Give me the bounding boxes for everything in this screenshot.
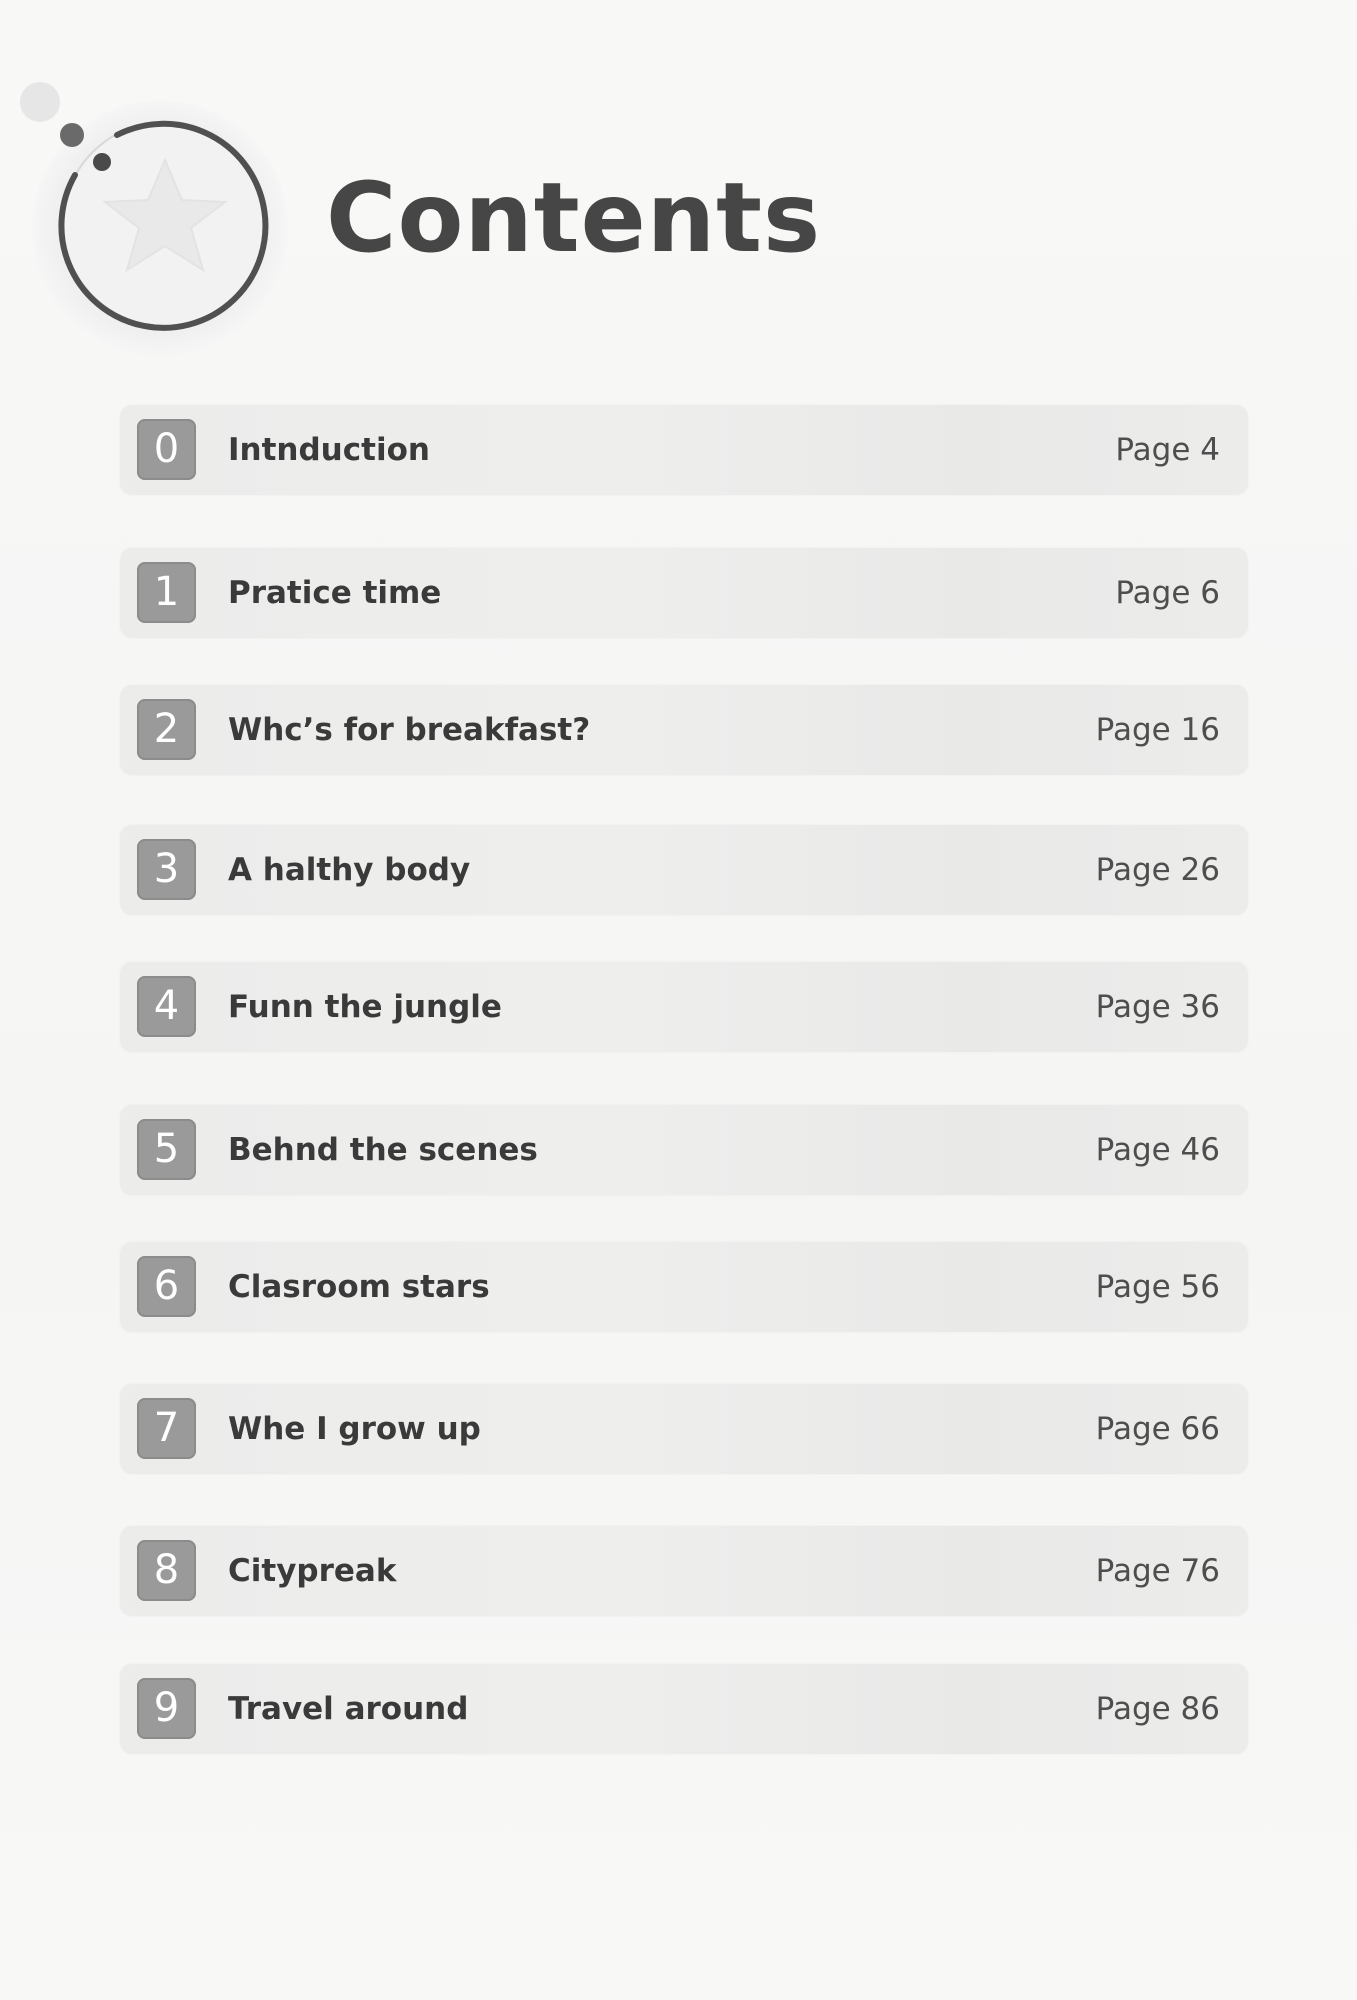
unit-title: Travel around [228, 1691, 469, 1727]
page-number: Page 76 [1095, 1553, 1220, 1589]
page-number: Page 66 [1095, 1411, 1220, 1447]
unit-number-badge: 6 [137, 1256, 196, 1317]
unit-title: Whe I grow up [228, 1411, 481, 1447]
unit-title: Behnd the scenes [228, 1132, 538, 1168]
page-number: Page 6 [1115, 575, 1220, 611]
unit-title: Whc’s for breakfast? [228, 712, 591, 748]
unit-number-badge: 5 [137, 1119, 196, 1180]
unit-title: Pratice time [228, 575, 442, 611]
page-number: Page 36 [1095, 989, 1220, 1025]
page-number: Page 46 [1095, 1132, 1220, 1168]
toc-row[interactable] [120, 548, 1248, 638]
page-number: Page 86 [1095, 1691, 1220, 1727]
unit-number-badge: 3 [137, 839, 196, 900]
toc-row[interactable] [120, 1105, 1248, 1195]
unit-title: Clasroom stars [228, 1269, 490, 1305]
page-number: Page 26 [1095, 852, 1220, 888]
unit-number-badge: 4 [137, 976, 196, 1037]
toc-row[interactable] [120, 962, 1248, 1052]
unit-number-badge: 8 [137, 1540, 196, 1601]
toc-row[interactable] [120, 1242, 1248, 1332]
unit-number-badge: 2 [137, 699, 196, 760]
star-orbit-icon [20, 80, 300, 380]
page-number: Page 56 [1095, 1269, 1220, 1305]
unit-number-badge: 1 [137, 562, 196, 623]
unit-title: A halthy body [228, 852, 471, 888]
page-title: Contents [326, 162, 822, 274]
unit-number-badge: 9 [137, 1678, 196, 1739]
page-number: Page 4 [1115, 432, 1220, 468]
toc-row[interactable] [120, 405, 1248, 495]
unit-number-badge: 7 [137, 1398, 196, 1459]
unit-title: Citypreak [228, 1553, 397, 1589]
toc-row[interactable] [120, 685, 1248, 775]
unit-title: Funn the jungle [228, 989, 502, 1025]
unit-title: Intnduction [228, 432, 430, 468]
toc-row[interactable] [120, 1384, 1248, 1474]
toc-row[interactable] [120, 1526, 1248, 1616]
toc-row[interactable] [120, 1664, 1248, 1754]
toc-row[interactable] [120, 825, 1248, 915]
unit-number-badge: 0 [137, 419, 196, 480]
page-number: Page 16 [1095, 712, 1220, 748]
